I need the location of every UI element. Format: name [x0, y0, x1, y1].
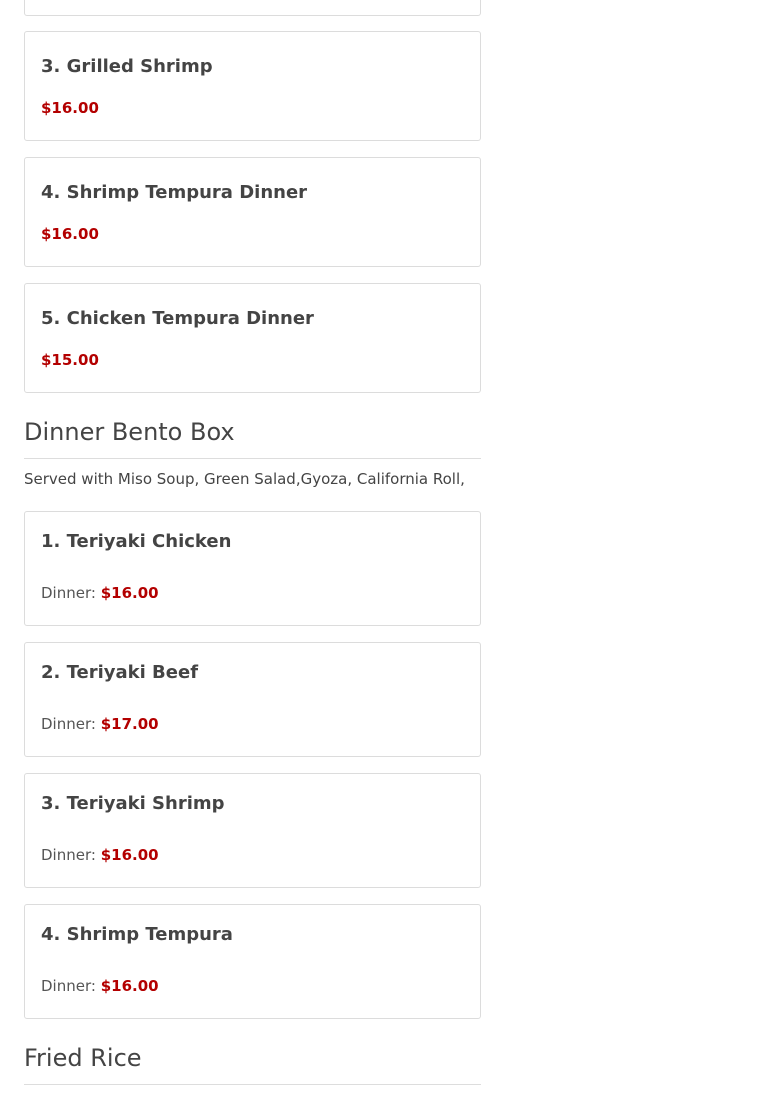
menu-item-price: [41, 584, 159, 602]
price-amount: $16.00: [41, 99, 99, 117]
menu-item-card[interactable]: [24, 157, 481, 267]
price-label: Dinner:: [41, 715, 96, 733]
price-amount: $16.00: [100, 977, 159, 995]
price-amount: $16.00: [100, 846, 159, 864]
section-divider: [24, 1084, 481, 1085]
menu-item-card[interactable]: [24, 904, 481, 1019]
menu-item-name: 2. Teriyaki Beef: [41, 662, 199, 683]
section-divider: [24, 458, 481, 459]
menu-item-card[interactable]: [24, 31, 481, 141]
menu-item-price: [41, 977, 159, 995]
menu-item-name: 4. Shrimp Tempura Dinner: [41, 182, 308, 203]
price-label: Dinner:: [41, 846, 96, 864]
price-amount: $15.00: [41, 351, 99, 369]
menu-item-card[interactable]: [24, 283, 481, 393]
section-title: Dinner Bento Box: [24, 418, 235, 446]
price-label: Dinner:: [41, 584, 96, 602]
section-description: Served with Miso Soup, Green Salad,Gyoza, California Roll,: [24, 470, 465, 488]
menu-item-card[interactable]: [24, 642, 481, 757]
menu-item-name: 3. Teriyaki Shrimp: [41, 793, 225, 814]
price-amount: $16.00: [100, 584, 159, 602]
price-amount: $16.00: [41, 225, 99, 243]
menu-item-name: 3. Grilled Shrimp: [41, 56, 213, 77]
menu-item-price: [41, 225, 99, 243]
menu-item-price: [41, 846, 159, 864]
menu-item-price: [41, 99, 99, 117]
menu-item-card[interactable]: [24, 773, 481, 888]
menu-item-price: [41, 351, 99, 369]
section-title: Fried Rice: [24, 1044, 142, 1072]
menu-item-card[interactable]: [24, 0, 481, 16]
menu-item-price: [41, 715, 159, 733]
menu-item-name: 5. Chicken Tempura Dinner: [41, 308, 314, 329]
price-label: Dinner:: [41, 977, 96, 995]
menu-item-card[interactable]: [24, 511, 481, 626]
price-amount: $17.00: [100, 715, 159, 733]
menu-item-name: 1. Teriyaki Chicken: [41, 531, 232, 552]
menu-item-name: 4. Shrimp Tempura: [41, 924, 233, 945]
